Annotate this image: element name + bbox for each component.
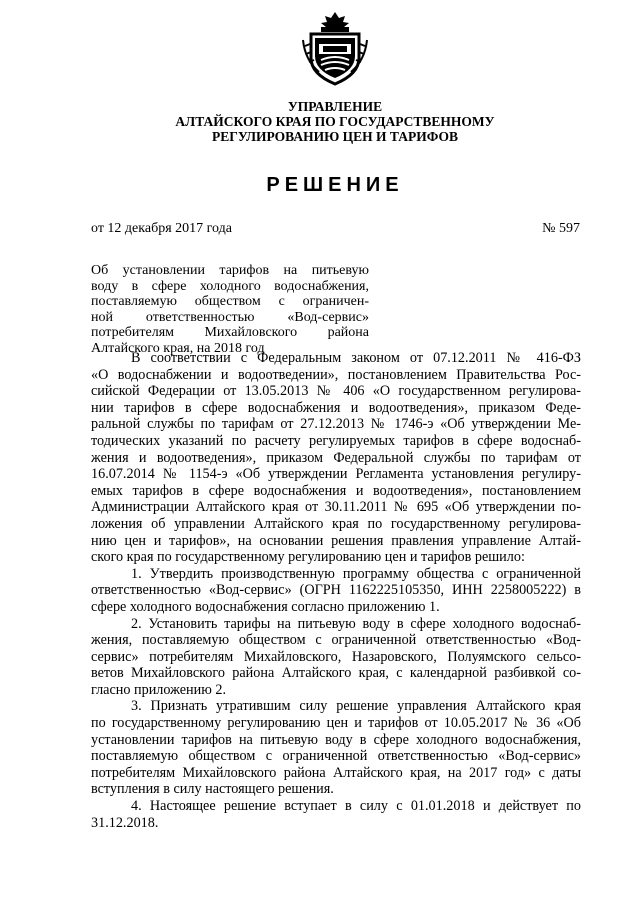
authority-line: РЕГУЛИРОВАНИЮ ЦЕН И ТАРИФОВ [211, 129, 459, 144]
preamble-line: 16.07.2014 № 1154-э «Об утверждении Регламента установления регулиру- [91, 466, 581, 483]
item-line: по государственному регулированию цен и тарифов от 10.05.2017 № 36 «Об [91, 715, 581, 732]
preamble-line: тодических указаний по расчету регулируемых тарифов в сфере водоснаб- [91, 432, 581, 449]
item-line: поставляемую обществом с ограниченной ответственностью «Вод-сервис» [91, 748, 581, 765]
item-line: установлении тарифов на питьевую воду в сфере холодного водоснабжения, [91, 731, 581, 748]
subject-line: Об установлении тарифов на питьевую [91, 263, 369, 278]
authority-line: АЛТАЙСКОГО КРАЯ ПО ГОСУДАРСТВЕННОМУ [175, 114, 495, 129]
preamble-line: В соответствии с Федеральным законом от 07.12.2011 № 416-ФЗ [131, 350, 581, 366]
subject-line: потребителям Михайловского района [91, 325, 369, 340]
item-line: вступления в силу настоящего решения. [91, 781, 334, 798]
coat-of-arms-icon [301, 10, 369, 88]
decision-item-3 [91, 698, 581, 798]
preamble-line: нии тарифов в сфере водоснабжения и водоотведения», приказом Феде- [91, 399, 581, 416]
item-line: сфере холодного водоснабжения согласно приложению 1. [91, 598, 440, 615]
item-line: гласно приложению 2. [91, 681, 226, 698]
coat-of-arms-emblem [301, 10, 369, 88]
document-title: РЕШЕНИЕ [266, 174, 404, 196]
decision-item-4 [91, 798, 581, 831]
subject-line: воду в сфере холодного водоснабжения, [91, 278, 369, 294]
item-line: ветов Михайловского района Алтайского края, с календарной разбивкой со- [91, 665, 581, 682]
document-body [91, 350, 581, 831]
preamble-line: «О водоснабжении и водоотведении», постановлением Правительства Рос- [91, 366, 581, 383]
preamble-line: Администрации Алтайского края от 30.11.2011 № 695 «Об утверждении по- [91, 499, 581, 516]
preamble-line: нию цен и тарифов», на основании решения правления управление Алтай- [91, 532, 581, 549]
item-line: жения, поставляемую обществом с ограниченной ответственностью «Вод- [91, 632, 581, 649]
document-subject [91, 263, 369, 356]
document-date: от 12 декабря 2017 года [91, 221, 232, 236]
preamble-line: емых тарифов в сфере водоснабжения и водоотведения», постановлением [91, 482, 581, 499]
preamble-line: ральной службы по тарифам от 27.12.2013 № 1746-э «Об утверждении Ме- [91, 416, 581, 433]
authority-line: УПРАВЛЕНИЕ [287, 99, 383, 114]
item-line: 1. Утвердить производственную программу общества с ограниченной [131, 565, 581, 582]
issuing-authority [100, 99, 570, 144]
item-line: 3. Признать утратившим силу решение управления Алтайского края [131, 698, 581, 715]
item-line: потребителям Михайловского района Алтайского края, на 2017 год» с даты [91, 764, 581, 781]
preamble-line: жения и водоотведения», приказом Федеральной службы по тарифам от [91, 449, 581, 466]
preamble-line: ского края по государственному регулированию цен и тарифов решило: [91, 549, 525, 566]
preamble-line: ложения об управлении Алтайского края по государственному регулирова- [91, 515, 581, 532]
subject-line: Алтайского края, на 2018 год [91, 340, 265, 356]
preamble-paragraph [91, 350, 581, 566]
item-line: 31.12.2018. [91, 814, 159, 831]
subject-line: поставляемую обществом с ограничен- [91, 294, 369, 309]
document-number: № 597 [542, 221, 580, 236]
preamble-line: сийской Федерации от 13.05.2013 № 406 «О государственном регулирова- [91, 383, 581, 400]
subject-line: ной ответственностью «Вод-сервис» [91, 309, 369, 325]
decision-item-2 [91, 616, 581, 699]
item-line: ответственностью «Вод-сервис» (ОГРН 1162225105350, ИНН 2258005222) в [91, 582, 581, 599]
item-line: 2. Установить тарифы на питьевую воду в сфере холодного водоснаб- [131, 615, 581, 632]
decision-item-1 [91, 566, 581, 616]
item-line: сервис» потребителям Михайловского, Назаровского, Полуямского сельсо- [91, 648, 581, 665]
item-line: 4. Настоящее решение вступает в силу с 01.01.2018 и действует по [131, 798, 581, 815]
